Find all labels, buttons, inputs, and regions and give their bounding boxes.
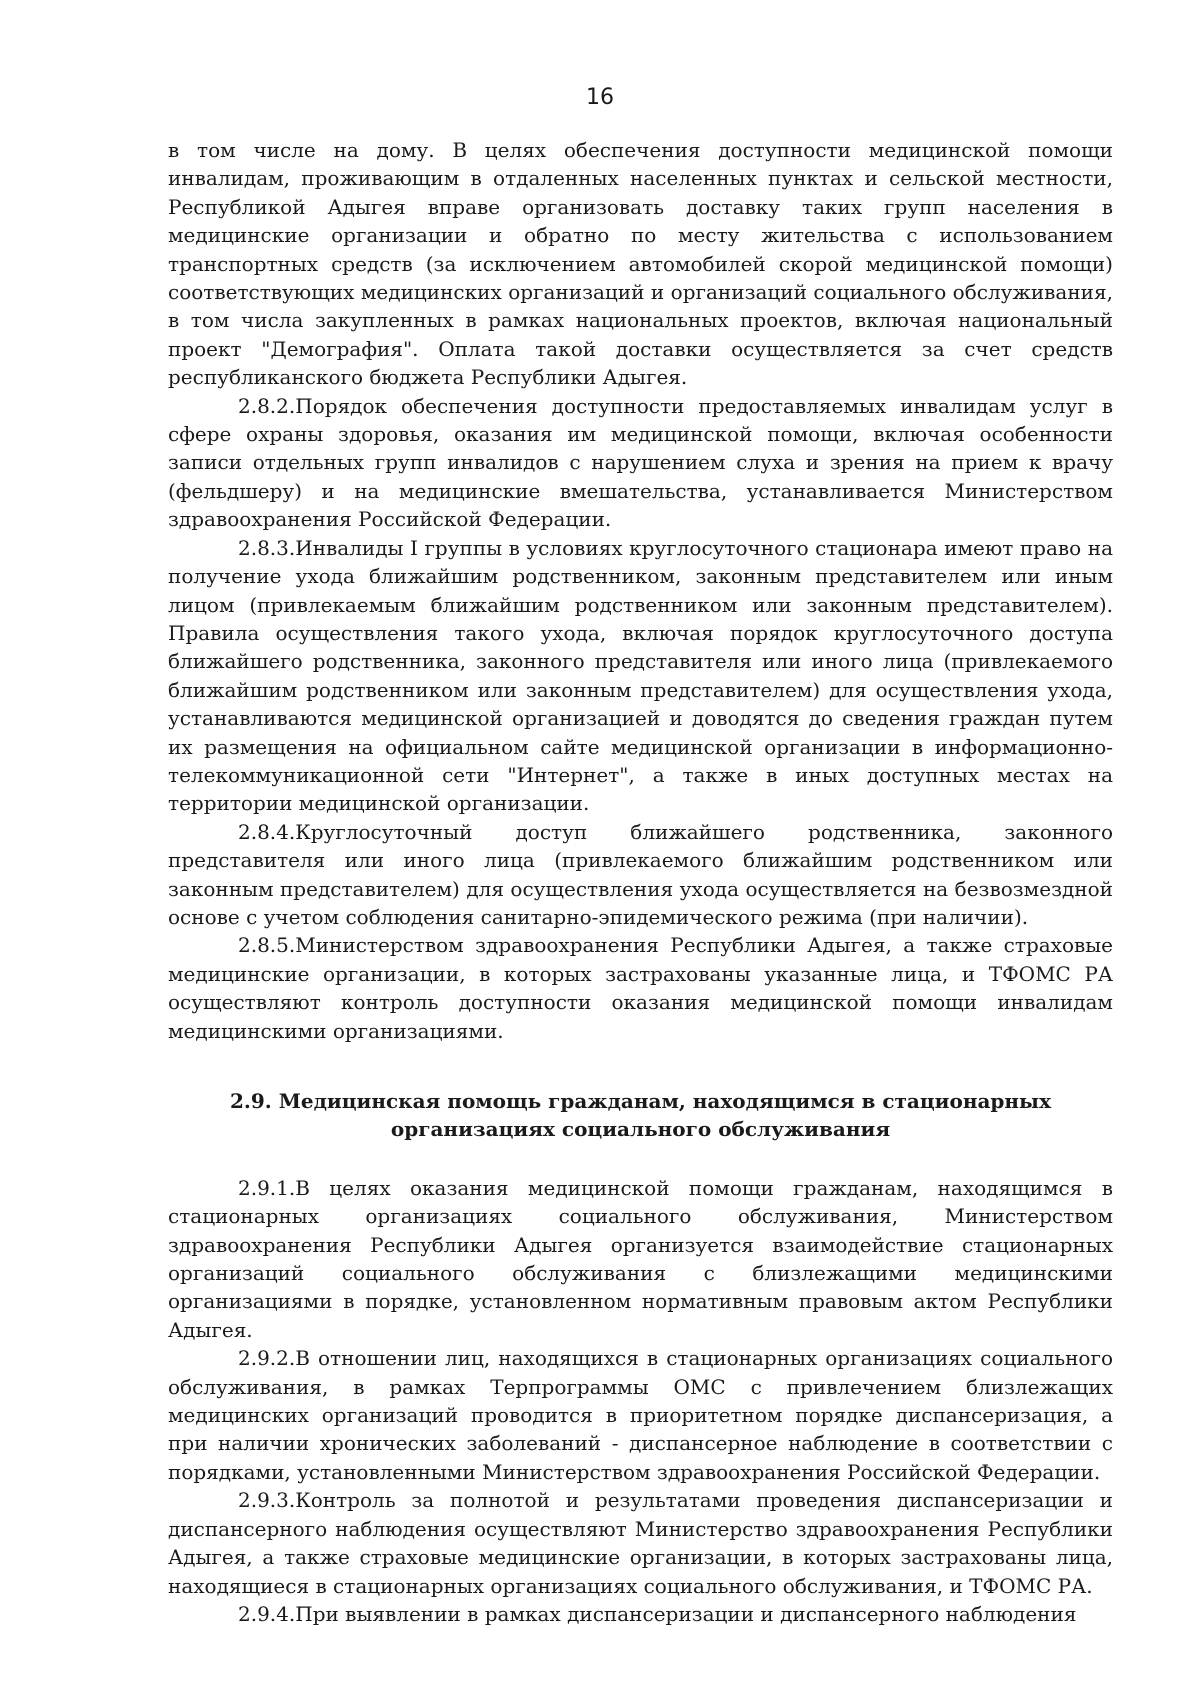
page-number: 16 [586, 85, 614, 110]
document-body [168, 136, 1113, 1628]
section-heading-2-9 [168, 1087, 1113, 1144]
paragraph-2-9-2: 2.9.2.В отношении лиц, находящихся в стационарных организациях социального обслуживания, в рамках Терпрограммы ОМС с привлечением близлежащих медицинских организаций проводится в приоритетном порядке диспансеризация, а при наличии хронических заболеваний - диспансерное наблюдение в соответствии с порядками, установленными Министерством здравоохранения Российской Федерации. [168, 1346, 1113, 1484]
paragraph-2-9-3: 2.9.3.Контроль за полнотой и результатами проведения диспансеризации и диспансерного наблюдения осуществляют Министерство здравоохранения Республики Адыгея, а также страховые медицинские организации, в которых застрахованы лица, находящиеся в стационарных организациях социального обслуживания, и ТФОМС РА. [168, 1488, 1113, 1598]
paragraph-2-9-4: 2.9.4.При выявлении в рамках диспансеризации и диспансерного наблюдения [238, 1601, 1077, 1626]
paragraph-2-8-2: 2.8.2.Порядок обеспечения доступности предоставляемых инвалидам услуг в сфере охраны здоровья, оказания им медицинской помощи, включая особенности записи отдельных групп инвалидов с нарушением слуха и зрения на прием к врачу (фельдшеру) и на медицинские вмешательства, устанавливается Министерством здравоохранения Российской Федерации. [168, 393, 1113, 532]
section-heading-line-2: организациях социального обслуживания [390, 1117, 891, 1142]
section-heading-line-1: 2.9. Медицинская помощь гражданам, находящимся в стационарных [229, 1089, 1052, 1113]
paragraph-2-8-4: 2.8.4.Круглосуточный доступ ближайшего родственника, законного представителя или иного лица (привлекаемого ближайшим родственником или законным представителем) для осуществления ухода осуществляется на безвозмездной основе с учетом соблюдения санитарно-эпидемического режима (при наличии). [168, 819, 1113, 929]
paragraph-2-8-3: 2.8.3.Инвалиды I группы в условиях круглосуточного стационара имеют право на получение ухода ближайшим родственником, законным представителем или иным лицом (привлекаемым ближайшим родственником или законным представителем). Правила осуществления такого ухода, включая порядок круглосуточного доступа ближайшего родственника, законного представителя или иного лица (привлекаемого ближайшим родственником или законным представителем) для осуществления ухода, устанавливаются медицинской организацией и доводятся до сведения граждан путем их размещения на официальном сайте медицинской организации в информационно-телекоммуникационной сети "Интернет", а также в иных доступных местах на территории медицинской организации. [168, 535, 1113, 816]
paragraph-2-8-5: 2.8.5.Министерством здравоохранения Республики Адыгея, а также страховые медицинские организации, в которых застрахованы указанные лица, и ТФОМС РА осуществляют контроль доступности оказания медицинской помощи инвалидам медицинскими организациями. [168, 933, 1113, 1043]
paragraph-continuation: в том числе на дому. В целях обеспечения доступности медицинской помощи инвалидам, проживающим в отдаленных населенных пунктах и сельской местности, Республикой Адыгея вправе организовать доставку таких групп населения в медицинские организации и обратно по месту жительства с использованием транспортных средств (за исключением автомобилей скорой медицинской помощи) соответствующих медицинских организаций и организаций социального обслуживания, в том числа закупленных в рамках национальных проектов, включая национальный проект "Демография". Оплата такой доставки осуществляется за счет средств республиканского бюджета Республики Адыгея. [168, 138, 1113, 390]
paragraph-2-9-1: 2.9.1.В целях оказания медицинской помощи гражданам, находящимся в стационарных организациях социального обслуживания, Министерством здравоохранения Республики Адыгея организуется взаимодействие стационарных организаций социального обслуживания с близлежащими медицинскими организациями в порядке, установленном нормативным правовым актом Республики Адыгея. [168, 1175, 1113, 1342]
